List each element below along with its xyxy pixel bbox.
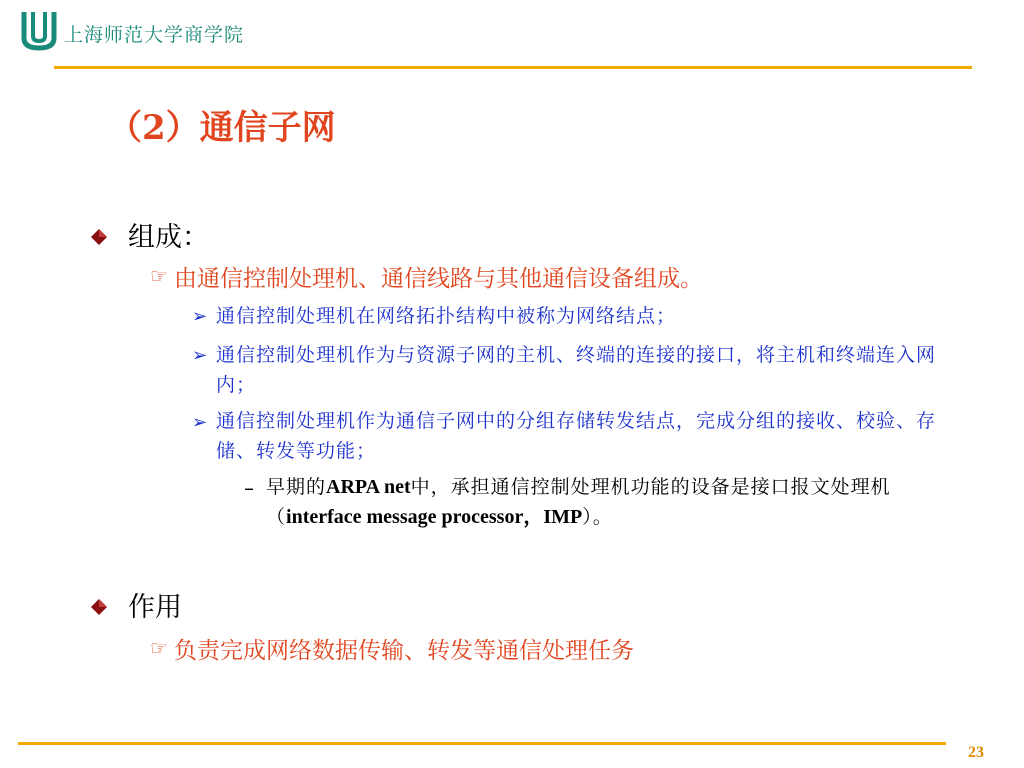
diamond-bullet-icon [90,228,108,246]
slide-title: （2）通信子网 [108,108,336,148]
diamond-bullet-icon [90,598,108,616]
imp-note-part3: ）。 [582,506,613,528]
arrowhead-icon: ➢ [192,412,208,433]
section-heading-function: 作用 [128,592,182,623]
school-logo-icon [18,8,60,52]
arrowhead-icon: ➢ [192,345,208,366]
composition-point: 由通信控制处理机、通信线路与其他通信设备组成。 [174,266,703,292]
pointing-hand-icon: ☞ [150,264,168,288]
sub-point-1: 通信控制处理机在网络拓扑结构中被称为网络结点； [216,305,677,327]
header-divider [54,66,972,69]
imp-note [266,472,916,532]
pointing-hand-icon: ☞ [150,636,168,660]
footer-divider [18,742,946,745]
section-heading-composition: 组成： [128,222,209,253]
imp-note-arpanet: ARPA net [326,476,411,498]
imp-note-imp: interface message processor，IMP [286,506,583,528]
arrowhead-icon: ➢ [192,306,208,327]
imp-note-part2: 中，承担通信控制处理机功能的设备是接口报文处理机（ [266,476,891,528]
sub-point-3: 通信控制处理机作为通信子网中的分组存储转发结点，完成分组的接收、校验、存储、转发等功能； [216,410,937,462]
school-name: 上海师范大学商学院 [64,24,245,46]
dash-bullet: – [244,476,254,500]
imp-note-part1: 早期的 [266,476,327,498]
sub-point-2: 通信控制处理机作为与资源子网的主机、终端的连接的接口，将主机和终端连入网内； [216,344,937,396]
page-number: 23 [968,744,984,761]
function-point: 负责完成网络数据传输、转发等通信处理任务 [174,638,634,664]
